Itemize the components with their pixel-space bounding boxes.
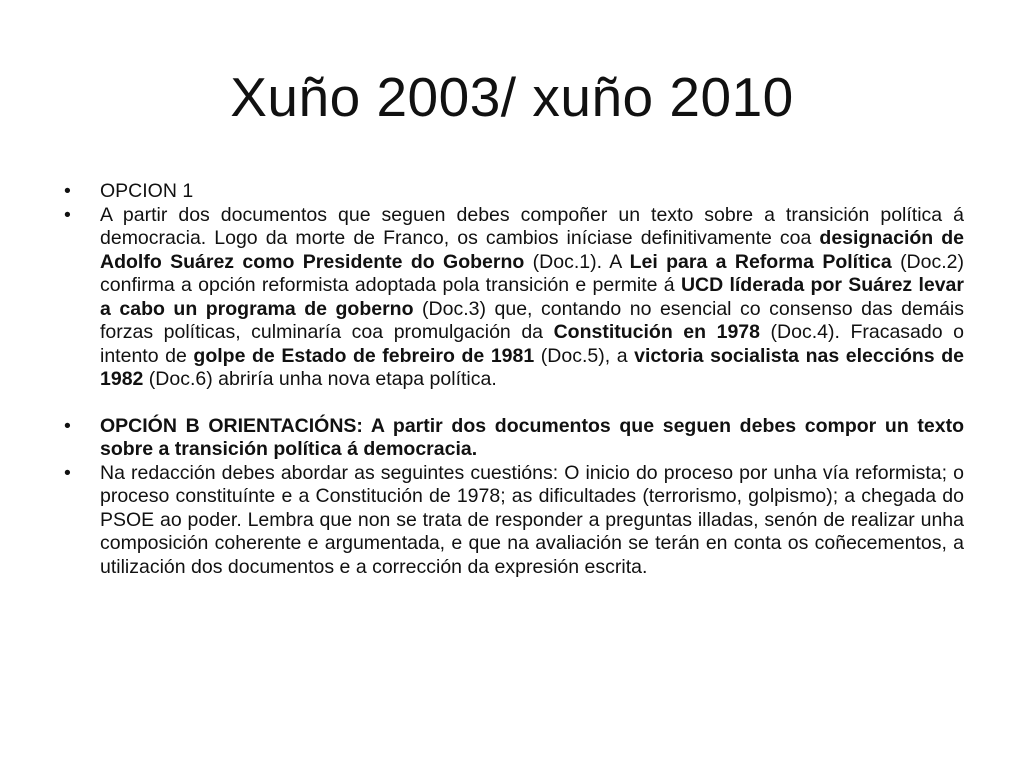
bold-text-segment: OPCIÓN B ORIENTACIÓNS: A partir dos documentos que seguen debes compor un texto sobre a transición política á democracia. xyxy=(100,414,964,460)
bullet-icon: • xyxy=(64,180,71,202)
bold-text-segment: designación de Adolfo Suárez como Presidente do Goberno xyxy=(100,227,964,273)
bullet-icon: • xyxy=(64,203,71,226)
bullet-item-opcion-b-description xyxy=(64,462,964,580)
text-segment: (Doc.1). A xyxy=(524,250,630,273)
bullet-text xyxy=(100,462,964,578)
text-segment: (Doc.6) abriría unha nova etapa política. xyxy=(143,368,497,390)
bullet-item-opcion-1 xyxy=(64,180,964,204)
bold-text-segment: golpe de Estado de febreiro de 1981 xyxy=(193,344,535,367)
text-segment: (Doc.2) confirma a opción reformista adoptada pola transición e permite á xyxy=(100,250,964,296)
bullet-text xyxy=(100,204,964,391)
bold-text-segment: Constitución en 1978 xyxy=(553,321,760,343)
bullet-icon: • xyxy=(64,461,71,484)
text-segment: A partir dos documentos que seguen debes compoñer un texto sobre a transición política á democracia. Logo da morte de Franco, os cambios iníciase definitivamente coa xyxy=(100,203,964,249)
text-segment: (Doc.5), a xyxy=(534,344,635,367)
slide-title: Xuño 2003/ xuño 2010 xyxy=(230,66,794,128)
bullet-item-opcion-1-description xyxy=(64,204,964,392)
bullet-text xyxy=(100,180,193,202)
bullet-item-opcion-b xyxy=(64,415,964,462)
bold-text-segment: Lei para a Reforma Política xyxy=(629,250,892,273)
text-segment: OPCION 1 xyxy=(100,180,194,202)
bullet-list xyxy=(64,180,964,579)
text-segment: Na redacción debes abordar as seguintes cuestións: O inicio do proceso por unha vía reformista; o proceso constituínte e a Constitución de 1978; as dificultades (terrorismo, golpismo); a chegada do PSOE ao poder. Lembra que non se trata de responder a preguntas illadas, senón de realizar unha composición coherente e argumentada, e que na avaliación se terán en conta os coñecementos, a utilización dos documentos e a corrección da expresión escrita. xyxy=(100,461,964,578)
bullet-icon: • xyxy=(64,414,71,437)
bold-text-segment: victoria socialista nas eleccións de 1982 xyxy=(100,344,964,390)
bold-text-segment: UCD líderada por Suárez levar a cabo un programa de goberno xyxy=(100,274,964,320)
bullet-text xyxy=(100,415,964,461)
text-segment: (Doc.4). Fracasado o intento de xyxy=(100,321,965,367)
text-segment: (Doc.3) que, contando no esencial co consenso das demáis forzas políticas, culminaría coa promulgación da xyxy=(100,297,964,343)
